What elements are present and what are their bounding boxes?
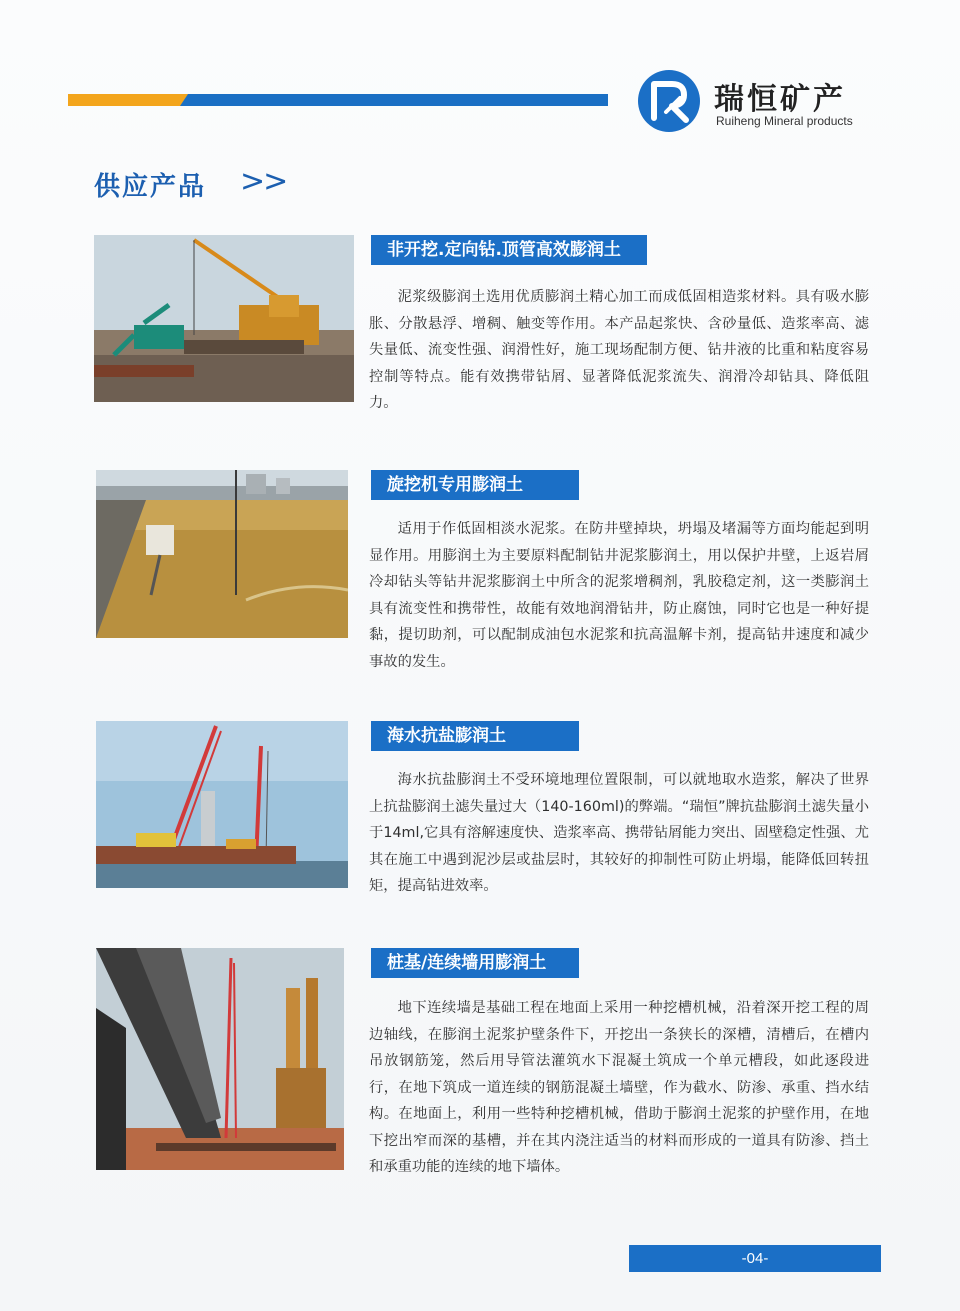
product-desc-3: 海水抗盐膨润土不受环境地理位置限制，可以就地取水造浆，解决了世界上抗盐膨润土滤失量过大（140-160ml)的弊端。“瑞恒”牌抗盐膨润土滤失量小于14ml,它具有溶解速度快、造浆率高、携带钻屑能力突出、固壁稳定性强、尤其在施工中遇到泥沙层或盐层时，其较好的抑制性可防止坍塌，能降低回转扭矩，提高钻进效率。 [369,772,869,894]
product-photo-drilling-rig [94,235,354,402]
section-title: 供应产品 [94,172,207,202]
brand-name-cn: 瑞恒矿产 [714,82,846,117]
product-desc-4: 地下连续墙是基础工程在地面上采用一种挖槽机械，沿着深开挖工程的周边轴线，在膨润土泥浆护壁条件下，开挖出一条狭长的深槽，清槽后，在槽内吊放钢筋笼，然后用导管法灌筑水下混凝土筑成一个单元槽段，如此逐段进行，在地下筑成一道连续的钢筋混凝土墙壁，作为截水、防渗、承重、挡水结构。在地面上，利用一些特种挖槽机械，借助于膨润土泥浆的护壁作用，在地下挖出窄而深的基槽，并在其内浇注适当的材料而形成的一道具有防渗、挡土和承重功能的连续的地下墙体。 [369,1000,869,1175]
brand-name-en: Ruiheng Mineral products [716,114,853,128]
brand-logo [636,68,876,134]
ruiheng-logo-icon [636,68,702,134]
product-desc-2: 适用于作低固相淡水泥浆。在防井壁掉块，坍塌及堵漏等方面均能起到明显作用。用膨润土为主要原料配制钻井泥浆膨润土，用以保护井壁，上返岩屑冷却钻头等钻井泥浆膨润土中所含的泥浆增稠剂，乳胶稳定剂，这一类膨润土具有流变性和携带性，故能有效地润滑钻井，防止腐蚀，同时它也是一种好提黏，提切助剂，可以配制成油包水泥浆和抗高温解卡剂，提高钻井速度和减少事故的发生。 [369,521,869,670]
header-orange-bar [68,94,190,106]
header-bar-joint-blue [180,94,188,106]
product-tag-2: 旋挖机专用膨润土 [371,470,579,500]
product-desc-1: 泥浆级膨润土选用优质膨润土精心加工而成低固相造浆材料。具有吸水膨胀、分散悬浮、增稠、触变等作用。本产品起浆快、含砂量低、造浆率高、滤失量低、流变性强、润滑性好，施工现场配制方便、钻井液的比重和粘度容易控制等特点。能有效携带钻屑、显著降低泥浆流失、润滑冷却钻具、降低阻力。 [369,289,869,411]
header-blue-bar [188,94,608,106]
product-photo-offshore-crane [96,721,348,888]
product-photo-pile-foundation [96,948,344,1170]
section-arrow: >> [240,164,287,199]
product-tag-4: 桩基/连续墙用膨润土 [371,948,579,978]
product-tag-1: 非开挖.定向钻.顶管高效膨润土 [371,235,647,265]
page-number: -04- [629,1245,881,1272]
product-photo-rotary-drill [96,470,348,638]
product-tag-3: 海水抗盐膨润土 [371,721,579,751]
